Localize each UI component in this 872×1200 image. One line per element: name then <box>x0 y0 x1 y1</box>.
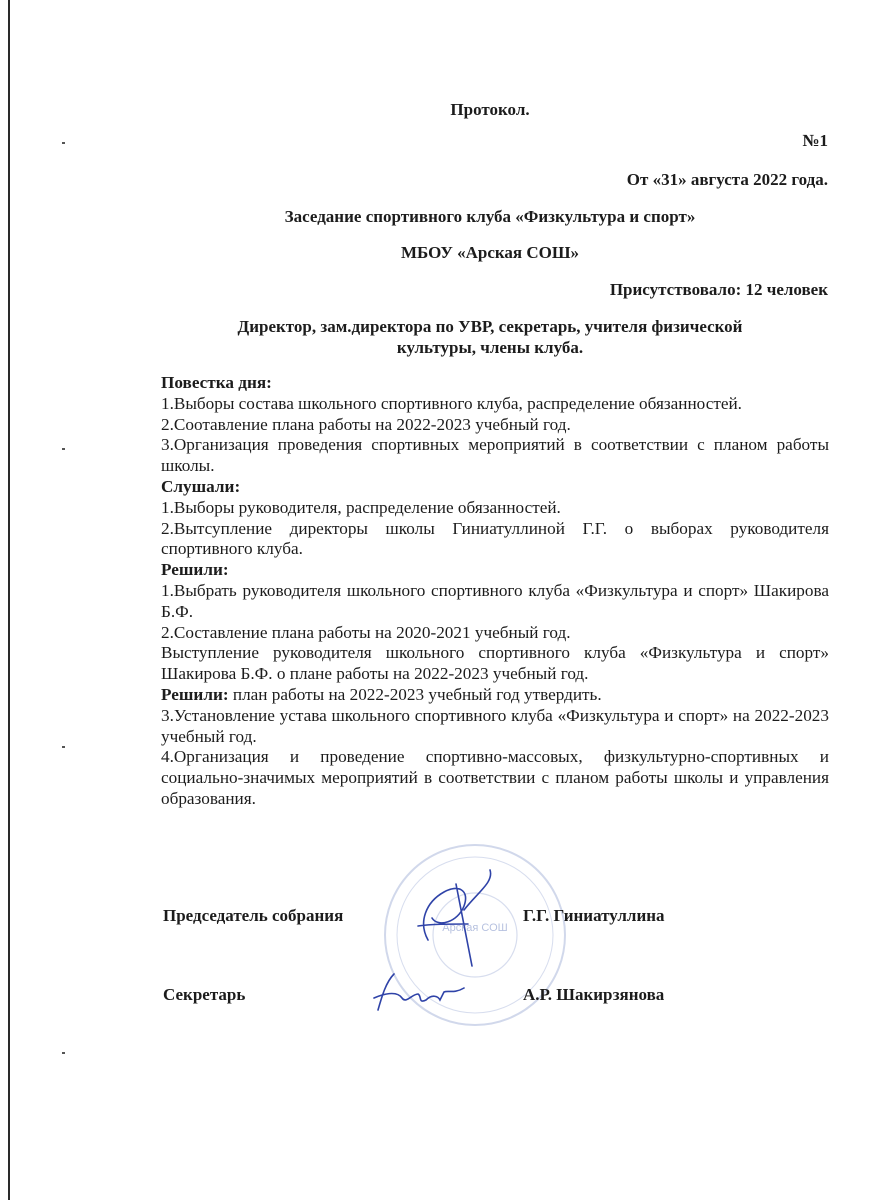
meeting-title: Заседание спортивного клуба «Физкультура и спорт» <box>284 207 696 226</box>
chair-label: Председатель собрания <box>163 906 344 925</box>
chair-signature <box>398 862 508 972</box>
attendees-line-1: Директор, зам.директора по УВР, секретарь, учителя физической <box>237 317 743 336</box>
stamp-text: Арская СОШ <box>442 922 508 934</box>
present-count: Присутствовало: 12 человек <box>609 280 828 299</box>
decided-inline-paragraph <box>161 685 829 706</box>
secretary-label: Секретарь <box>163 985 246 1004</box>
chair-name: Г.Г. Гиниатуллина <box>523 906 665 925</box>
secretary-name: А.Р. Шакирзянова <box>523 985 665 1004</box>
scan-speck <box>62 1052 65 1054</box>
school-name: МБОУ «Арская СОШ» <box>400 243 580 262</box>
decided-inline-text: план работы на 2022-2023 учебный год утвердить. <box>228 684 602 704</box>
protocol-body <box>161 373 829 810</box>
heard-heading: Слушали: <box>161 476 241 496</box>
scan-speck <box>62 142 65 144</box>
decided-item: 2.Составление плана работы на 2020-2021 учебный год. <box>161 622 571 642</box>
agenda-heading: Повестка дня: <box>161 373 272 392</box>
agenda-item: 3.Организация проведения спортивных мероприятий в соответствии с планом работы школы. <box>161 435 829 476</box>
decided-item: 3.Установление устава школьного спортивного клуба «Физкультура и спорт» на 2022-2023 учебный год. <box>161 705 829 746</box>
agenda-item: 1.Выборы состава школьного спортивного клуба, распределение обязанностей. <box>161 393 742 413</box>
agenda-item: 2.Соотавление плана работы на 2022-2023 учебный год. <box>161 414 571 434</box>
decided-inline-heading: Решили: <box>161 684 229 704</box>
decided-item: Выступление руководителя школьного спортивного клуба «Физкультура и спорт» Шакирова Б.Ф. о плане работы на 2022-2023 учебный год. <box>161 643 829 684</box>
scan-edge-line <box>8 0 10 1200</box>
heard-item: 2.Вытсупление директоры школы Гиниатуллиной Г.Г. о выборах руководителя спортивного клуба. <box>161 518 829 559</box>
decided-item: 1.Выбрать руководителя школьного спортивного клуба «Физкультура и спорт» Шакирова Б.Ф. <box>161 580 829 621</box>
scan-speck <box>62 746 65 748</box>
protocol-date: От «31» августа 2022 года. <box>626 170 828 189</box>
scan-speck <box>62 448 65 450</box>
protocol-number: №1 <box>802 131 828 150</box>
attendees-line-2: культуры, члены клуба. <box>396 338 584 357</box>
decided-heading: Решили: <box>161 560 229 580</box>
secretary-signature <box>368 968 478 1018</box>
heard-item: 1.Выборы руководителя, распределение обязанностей. <box>161 497 561 517</box>
document-title: Протокол. <box>450 100 530 119</box>
decided-item: 4.Организация и проведение спортивно-массовых, физкультурно-спортивных и социально-значимых мероприятий в соответствии с планом работы школы и управления образования. <box>161 747 829 808</box>
